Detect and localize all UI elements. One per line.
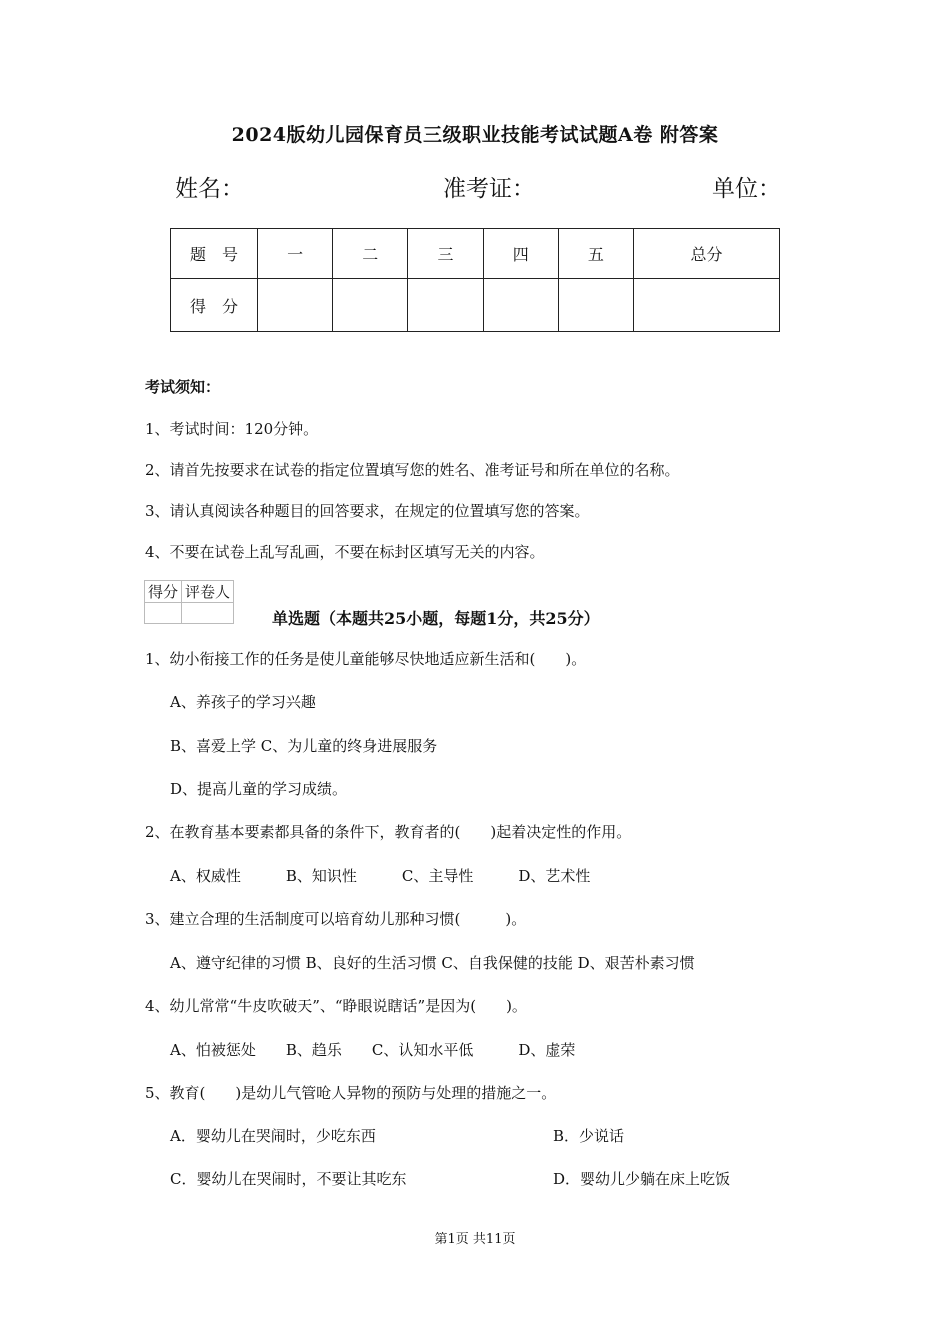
- notice-item: 2、请首先按要求在试卷的指定位置填写您的姓名、准考证号和所在单位的名称。: [145, 461, 680, 479]
- question-5: 5、教育( )是幼儿气管呛人异物的预防与处理的措施之一。: [145, 1084, 557, 1102]
- candidate-fields: [175, 170, 785, 202]
- grader-score-cell[interactable]: [145, 603, 182, 624]
- score-table-header-row: [171, 229, 780, 279]
- name-field-label: 姓名：: [175, 176, 244, 202]
- question-1: 1、幼小衔接工作的任务是使儿童能够尽快地适应新生活和( )。: [145, 650, 587, 668]
- header-cell-1: 一: [258, 229, 333, 279]
- score-cell-1[interactable]: [258, 279, 333, 332]
- score-cell-3[interactable]: [408, 279, 483, 332]
- grader-name-cell[interactable]: [182, 603, 234, 624]
- grader-name-label: 评卷人: [182, 581, 234, 603]
- exam-id-field-label: 准考证：: [443, 176, 535, 202]
- score-table: [170, 228, 780, 332]
- section-title: 单选题（本题共25小题，每题1分，共25分）: [272, 609, 600, 628]
- question-1-option-bc: B、喜爱上学 C、为儿童的终身进展服务: [170, 737, 438, 755]
- header-cell-5: 五: [558, 229, 633, 279]
- question-4-options: A、怕被惩处 B、趋乐 C、认知水平低 D、虚荣: [170, 1041, 576, 1059]
- notice-item: 4、不要在试卷上乱写乱画，不要在标封区填写无关的内容。: [145, 543, 545, 561]
- page-footer: 第1页 共11页: [434, 1232, 516, 1247]
- question-2: 2、在教育基本要素都具备的条件下，教育者的( )起着决定性的作用。: [145, 823, 632, 841]
- header-cell-4: 四: [483, 229, 558, 279]
- score-cell-4[interactable]: [483, 279, 558, 332]
- question-5-option-c: C．婴幼儿在哭闹时，不要让其吃东: [170, 1170, 407, 1188]
- question-1-option-d: D、提高儿童的学习成绩。: [170, 780, 348, 798]
- header-cell-3: 三: [408, 229, 483, 279]
- header-cell-2: 二: [333, 229, 408, 279]
- exam-title: 2024版幼儿园保育员三级职业技能考试试题A卷 附答案: [231, 124, 719, 146]
- notice-item: 1、考试时间：120分钟。: [145, 420, 319, 438]
- notice-title: 考试须知：: [145, 378, 221, 396]
- grader-box: [144, 580, 234, 624]
- grader-score-label: 得分: [145, 581, 182, 603]
- header-cell-total: 总分: [634, 229, 780, 279]
- score-cell-5[interactable]: [558, 279, 633, 332]
- score-cell-total[interactable]: [634, 279, 780, 332]
- unit-field-label: 单位：: [712, 176, 781, 202]
- question-4: 4、幼儿常常“牛皮吹破天”、“睁眼说瞎话”是因为( )。: [145, 997, 527, 1015]
- header-cell-question-number: 题 号: [171, 229, 258, 279]
- question-3: 3、建立合理的生活制度可以培育幼儿那种习惯( )。: [145, 910, 527, 928]
- notice-item: 3、请认真阅读各种题目的回答要求，在规定的位置填写您的答案。: [145, 502, 590, 520]
- question-3-options: A、遵守纪律的习惯 B、良好的生活习惯 C、自我保健的技能 D、艰苦朴素习惯: [170, 954, 695, 972]
- score-cell-2[interactable]: [333, 279, 408, 332]
- question-2-options: A、权威性 B、知识性 C、主导性 D、艺术性: [170, 867, 591, 885]
- score-table-score-row: [171, 279, 780, 332]
- question-5-option-d: D．婴幼儿少躺在床上吃饭: [553, 1170, 731, 1188]
- score-row-label: 得 分: [171, 279, 258, 332]
- question-5-option-a: A．婴幼儿在哭闹时，少吃东西: [170, 1127, 376, 1145]
- question-5-option-b: B．少说话: [553, 1127, 625, 1145]
- question-1-option-a: A、养孩子的学习兴趣: [170, 693, 316, 711]
